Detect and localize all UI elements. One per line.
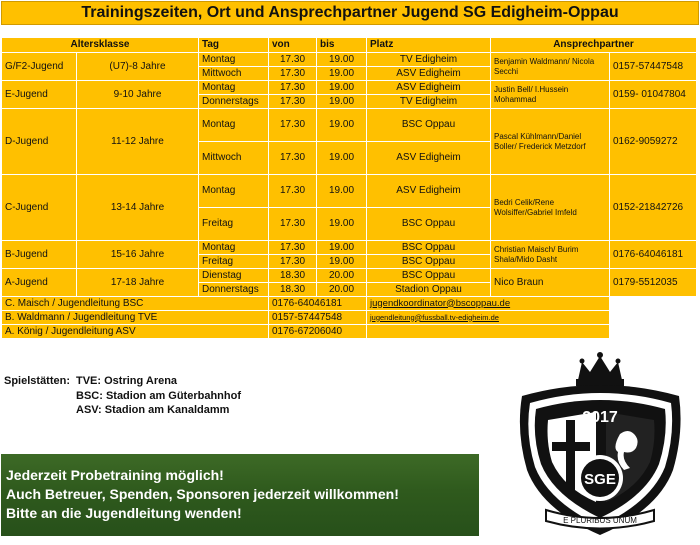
table-row: [2, 81, 697, 95]
venues-section: [4, 374, 241, 418]
group-name: G/F2-Jugend: [2, 53, 77, 81]
probetraining-banner: [1, 454, 479, 536]
crest-monogram: SGE: [584, 471, 616, 488]
page-title: Trainingszeiten, Ort und Ansprechpartner Jugend SG Edigheim-Oppau: [1, 1, 699, 25]
table-row: [2, 241, 697, 255]
group-age: 15-16 Jahre: [77, 241, 199, 269]
header-platz: Platz: [367, 38, 491, 53]
session-to: 19.00: [317, 255, 367, 269]
training-schedule-table: [1, 37, 697, 339]
table-row: [2, 109, 697, 142]
session-to: 20.00: [317, 269, 367, 283]
table-row: [2, 175, 697, 208]
leader-label: A. König / Jugendleitung ASV: [2, 325, 269, 339]
session-from: 17.30: [269, 95, 317, 109]
session-day: Freitag: [199, 255, 269, 269]
leader-row: [2, 297, 697, 311]
session-to: 19.00: [317, 53, 367, 67]
table-row: [2, 269, 697, 283]
venue-item: BSC: Stadion am Güterbahnhof: [76, 389, 241, 402]
group-contact: Pascal Kühlmann/Daniel Boller/ Frederick Metzdorf: [491, 109, 610, 175]
session-from: 17.30: [269, 53, 317, 67]
group-contact: Nico Braun: [491, 269, 610, 297]
leader-email: [367, 325, 610, 339]
session-day: Donnerstags: [199, 283, 269, 297]
session-day: Mittwoch: [199, 142, 269, 175]
session-place: BSC Oppau: [367, 109, 491, 142]
leader-email[interactable]: [367, 311, 610, 325]
header-von: von: [269, 38, 317, 53]
group-name: E-Jugend: [2, 81, 77, 109]
club-crest-logo: [508, 350, 693, 542]
session-place: ASV Edigheim: [367, 67, 491, 81]
group-age: (U7)-8 Jahre: [77, 53, 199, 81]
leader-label: B. Waldmann / Jugendleitung TVE: [2, 311, 269, 325]
group-phone: 0162-9059272: [610, 109, 697, 175]
session-day: Freitag: [199, 208, 269, 241]
session-to: 20.00: [317, 283, 367, 297]
session-to: 19.00: [317, 175, 367, 208]
group-name: B-Jugend: [2, 241, 77, 269]
session-place: BSC Oppau: [367, 208, 491, 241]
header-bis: bis: [317, 38, 367, 53]
group-age: 9-10 Jahre: [77, 81, 199, 109]
session-from: 17.30: [269, 255, 317, 269]
session-from: 17.30: [269, 109, 317, 142]
session-day: Montag: [199, 109, 269, 142]
session-to: 19.00: [317, 208, 367, 241]
session-place: BSC Oppau: [367, 241, 491, 255]
session-place: ASV Edigheim: [367, 175, 491, 208]
group-name: A-Jugend: [2, 269, 77, 297]
venue-item: TVE: Ostring Arena: [76, 375, 178, 387]
session-from: 17.30: [269, 208, 317, 241]
venues-title: Spielstätten:: [4, 375, 71, 387]
session-place: BSC Oppau: [367, 255, 491, 269]
group-phone: 0159- 01047804: [610, 81, 697, 109]
group-contact: Bedri Celik/Rene Wolsiffer/Gabriel Imfeld: [491, 175, 610, 241]
group-name: C-Jugend: [2, 175, 77, 241]
banner-line: Bitte an die Jugendleitung wenden!: [6, 505, 242, 521]
leader-email[interactable]: [367, 297, 610, 311]
venue-item: ASV: Stadion am Kanaldamm: [76, 404, 230, 416]
group-contact: Benjamin Waldmann/ Nicola Secchi: [491, 53, 610, 81]
leader-phone: 0176-64046181: [269, 297, 367, 311]
session-place: TV Edigheim: [367, 53, 491, 67]
table-header-row: [2, 38, 697, 53]
session-from: 18.30: [269, 283, 317, 297]
crest-year: 2017: [582, 409, 618, 426]
group-phone: 0157-57447548: [610, 53, 697, 81]
session-to: 19.00: [317, 67, 367, 81]
session-from: 17.30: [269, 241, 317, 255]
leader-row: [2, 325, 697, 339]
leader-label: C. Maisch / Jugendleitung BSC: [2, 297, 269, 311]
leader-email-link[interactable]: jugendkoordinator@bscoppau.de: [370, 297, 511, 309]
session-to: 19.00: [317, 142, 367, 175]
group-contact: Justin Bell/ I.Hussein Mohammad: [491, 81, 610, 109]
table-row: [2, 53, 697, 67]
session-day: Montag: [199, 241, 269, 255]
crown-icon: [576, 352, 624, 386]
group-phone: 0152-21842726: [610, 175, 697, 241]
session-from: 17.30: [269, 67, 317, 81]
leader-phone: 0157-57447548: [269, 311, 367, 325]
session-day: Montag: [199, 175, 269, 208]
session-day: Dienstag: [199, 269, 269, 283]
header-ansprechpartner: Ansprechpartner: [491, 38, 697, 53]
session-place: ASV Edigheim: [367, 81, 491, 95]
session-to: 19.00: [317, 241, 367, 255]
leader-phone: 0176-67206040: [269, 325, 367, 339]
session-to: 19.00: [317, 109, 367, 142]
session-place: ASV Edigheim: [367, 142, 491, 175]
banner-line: Auch Betreuer, Spenden, Sponsoren jederzeit willkommen!: [6, 486, 399, 502]
session-from: 17.30: [269, 142, 317, 175]
session-day: Mittwoch: [199, 67, 269, 81]
session-place: TV Edigheim: [367, 95, 491, 109]
group-age: 17-18 Jahre: [77, 269, 199, 297]
group-contact: Christian Maisch/ Burim Shala/Mido Dasht: [491, 241, 610, 269]
leader-email-link[interactable]: jugendleitung@fussball.tv-edigheim.de: [370, 312, 499, 322]
session-to: 19.00: [317, 95, 367, 109]
session-to: 19.00: [317, 81, 367, 95]
group-phone: 0176-64046181: [610, 241, 697, 269]
banner-line: Jederzeit Probetraining möglich!: [6, 467, 224, 483]
group-phone: 0179-5512035: [610, 269, 697, 297]
group-age: 13-14 Jahre: [77, 175, 199, 241]
group-age: 11-12 Jahre: [77, 109, 199, 175]
group-name: D-Jugend: [2, 109, 77, 175]
crest-motto: E PLURIBUS UNUM: [563, 516, 637, 525]
session-day: Montag: [199, 81, 269, 95]
session-from: 18.30: [269, 269, 317, 283]
session-place: BSC Oppau: [367, 269, 491, 283]
session-from: 17.30: [269, 81, 317, 95]
session-day: Donnerstags: [199, 95, 269, 109]
session-day: Montag: [199, 53, 269, 67]
session-place: Stadion Oppau: [367, 283, 491, 297]
header-altersklasse: Altersklasse: [2, 38, 199, 53]
header-tag: Tag: [199, 38, 269, 53]
session-from: 17.30: [269, 175, 317, 208]
leader-row: [2, 311, 697, 325]
